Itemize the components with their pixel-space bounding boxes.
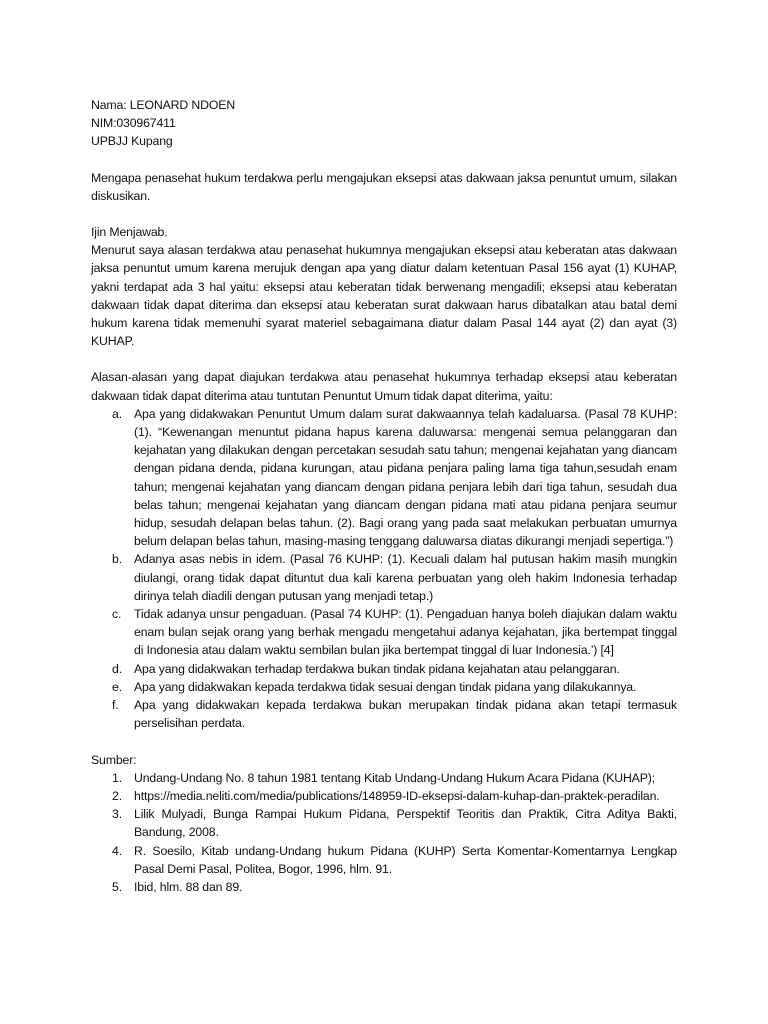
source-item-marker: 2. bbox=[112, 788, 122, 803]
source-item-text: Undang-Undang No. 8 tahun 1981 tentang Kitab Undang-Undang Hukum Acara Pidana (KUHAP); bbox=[134, 770, 655, 785]
reason-item-text: Apa yang didakwakan kepada terdakwa bukan merupakan tindak pidana akan tetapi termasuk perselisihan perdata. bbox=[134, 698, 677, 731]
source-item bbox=[91, 842, 677, 878]
reason-item-text: Apa yang didakwakan Penuntut Umum dalam surat dakwaannya telah kadaluarsa. (Pasal 78 KUHP: (1). “Kewenangan menuntut pidana hapus karena daluwarsa: mengenai semua pelanggaran dan kejahatan yang dilakukan dengan percetakan sesudah satu tahun; mengenai kejahatan yang diancam dengan pidana denda, pidana kurungan, atau pidana penjara paling lama tiga tahun,sesudah enam tahun; mengenai kejahatan yang diancam dengan pidana penjara lebih dari tiga tahun, sesudah dua belas tahun; mengenai kejahatan yang diancam dengan pidana mati atau pidana penjara seumur hidup, sesudah delapan belas tahun. (2). Bagi orang yang pada saat melakukan perbuatan umurnya belum delapan belas tahun, masing-masing tenggang daluwarsa diatas dikurangi menjadi sepertiga.”) bbox=[134, 406, 677, 549]
reason-item-text: Apa yang didakwakan terhadap terdakwa bukan tindak pidana kejahatan atau pelanggaran. bbox=[134, 661, 620, 676]
reason-item-text: Adanya asas nebis in idem. (Pasal 76 KUHP: (1). Kecuali dalam hal putusan hakim masih mungkin diulangi, orang tidak dapat dituntut dua kali karena perbuatan yang oleh hakim Indonesia terhadap dirinya telah diadili dengan putusan yang menjadi tetap.) bbox=[134, 552, 677, 603]
document-body bbox=[91, 96, 677, 896]
answer-opening: Ijin Menjawab. bbox=[91, 225, 168, 240]
source-item bbox=[91, 805, 677, 841]
source-item-text: Lilik Mulyadi, Bunga Rampai Hukum Pidana, Perspektif Teoritis dan Praktik, Citra Aditya Bakti, Bandung, 2008. bbox=[134, 807, 677, 840]
reason-item-marker: e. bbox=[112, 679, 122, 694]
reason-item bbox=[91, 678, 677, 696]
student-upbjj: UPBJJ Kupang bbox=[91, 134, 173, 149]
answer-paragraph-2: Alasan-alasan yang dapat diajukan terdakwa atau penasehat hukumnya terhadap eksepsi atau keberatan dakwaan tidak dapat diterima atau tuntutan Penuntut Umum tidak dapat diterima, yaitu: bbox=[91, 370, 677, 403]
source-item bbox=[91, 878, 677, 896]
source-item-marker: 1. bbox=[112, 770, 122, 785]
reason-item-marker: d. bbox=[112, 661, 122, 676]
source-item-text: Ibid, hlm. 88 dan 89. bbox=[134, 879, 243, 894]
reason-item-marker: c. bbox=[112, 607, 122, 622]
sources-list bbox=[91, 769, 677, 896]
reason-item-marker: f. bbox=[112, 698, 119, 713]
question-text: Mengapa penasehat hukum terdakwa perlu mengajukan eksepsi atas dakwaan jaksa penuntut umum, silakan diskusikan. bbox=[91, 170, 677, 203]
source-item-text: https://media.neliti.com/media/publications/148959-ID-eksepsi-dalam-kuhap-dan-praktek-peradilan. bbox=[134, 788, 660, 803]
reason-item bbox=[91, 660, 677, 678]
reason-item bbox=[91, 696, 677, 732]
reason-item-text: Apa yang didakwakan kepada terdakwa tidak sesuai dengan tindak pidana yang dilakukannya. bbox=[134, 679, 637, 694]
reasons-list bbox=[91, 405, 677, 733]
sources-heading: Sumber: bbox=[91, 752, 137, 767]
source-item-text: R. Soesilo, Kitab undang-Undang hukum Pidana (KUHP) Serta Komentar-Komentarnya Lengkap Pasal Demi Pasal, Politea, Bogor, 1996, hlm. 91. bbox=[134, 843, 677, 876]
source-item-marker: 3. bbox=[112, 807, 122, 822]
student-nim: NIM:030967411 bbox=[91, 116, 176, 131]
source-item bbox=[91, 787, 677, 805]
source-item-marker: 4. bbox=[112, 843, 122, 858]
reason-item-text: Tidak adanya unsur pengaduan. (Pasal 74 KUHP: (1). Pengaduan hanya boleh diajukan dalam waktu enam bulan sejak orang yang berhak mengadu mengetahui adanya kejahatan, jika bertempat tinggal di Indonesia atau dalam waktu sembilan bulan jika bertempat tinggal di luar Indonesia.’) [4] bbox=[134, 607, 677, 658]
reason-item bbox=[91, 405, 677, 551]
reason-item-marker: b. bbox=[112, 552, 122, 567]
reason-item-marker: a. bbox=[112, 406, 122, 421]
source-item bbox=[91, 769, 677, 787]
source-item-marker: 5. bbox=[112, 879, 122, 894]
reason-item bbox=[91, 605, 677, 660]
reason-item bbox=[91, 550, 677, 605]
student-name: Nama: LEONARD NDOEN bbox=[91, 98, 236, 112]
answer-paragraph-1: Menurut saya alasan terdakwa atau penasehat hukumnya mengajukan eksepsi atau keberatan atas dakwaan jaksa penuntut umum karena merujuk dengan apa yang diatur dalam ketentuan Pasal 156 ayat (1) KUHAP, yakni terdapat ada 3 hal yaitu: eksepsi atau keberatan tidak berwenang mengadili; eksepsi atau keberatan dakwaan tidak dapat diterima dan eksepsi atau keberatan surat dakwaan harus dibatalkan atau batal demi hukum karena tidak memenuhi syarat materiel sebagaimana diatur dalam Pasal 144 ayat (2) dan ayat (3) KUHAP. bbox=[91, 243, 677, 349]
